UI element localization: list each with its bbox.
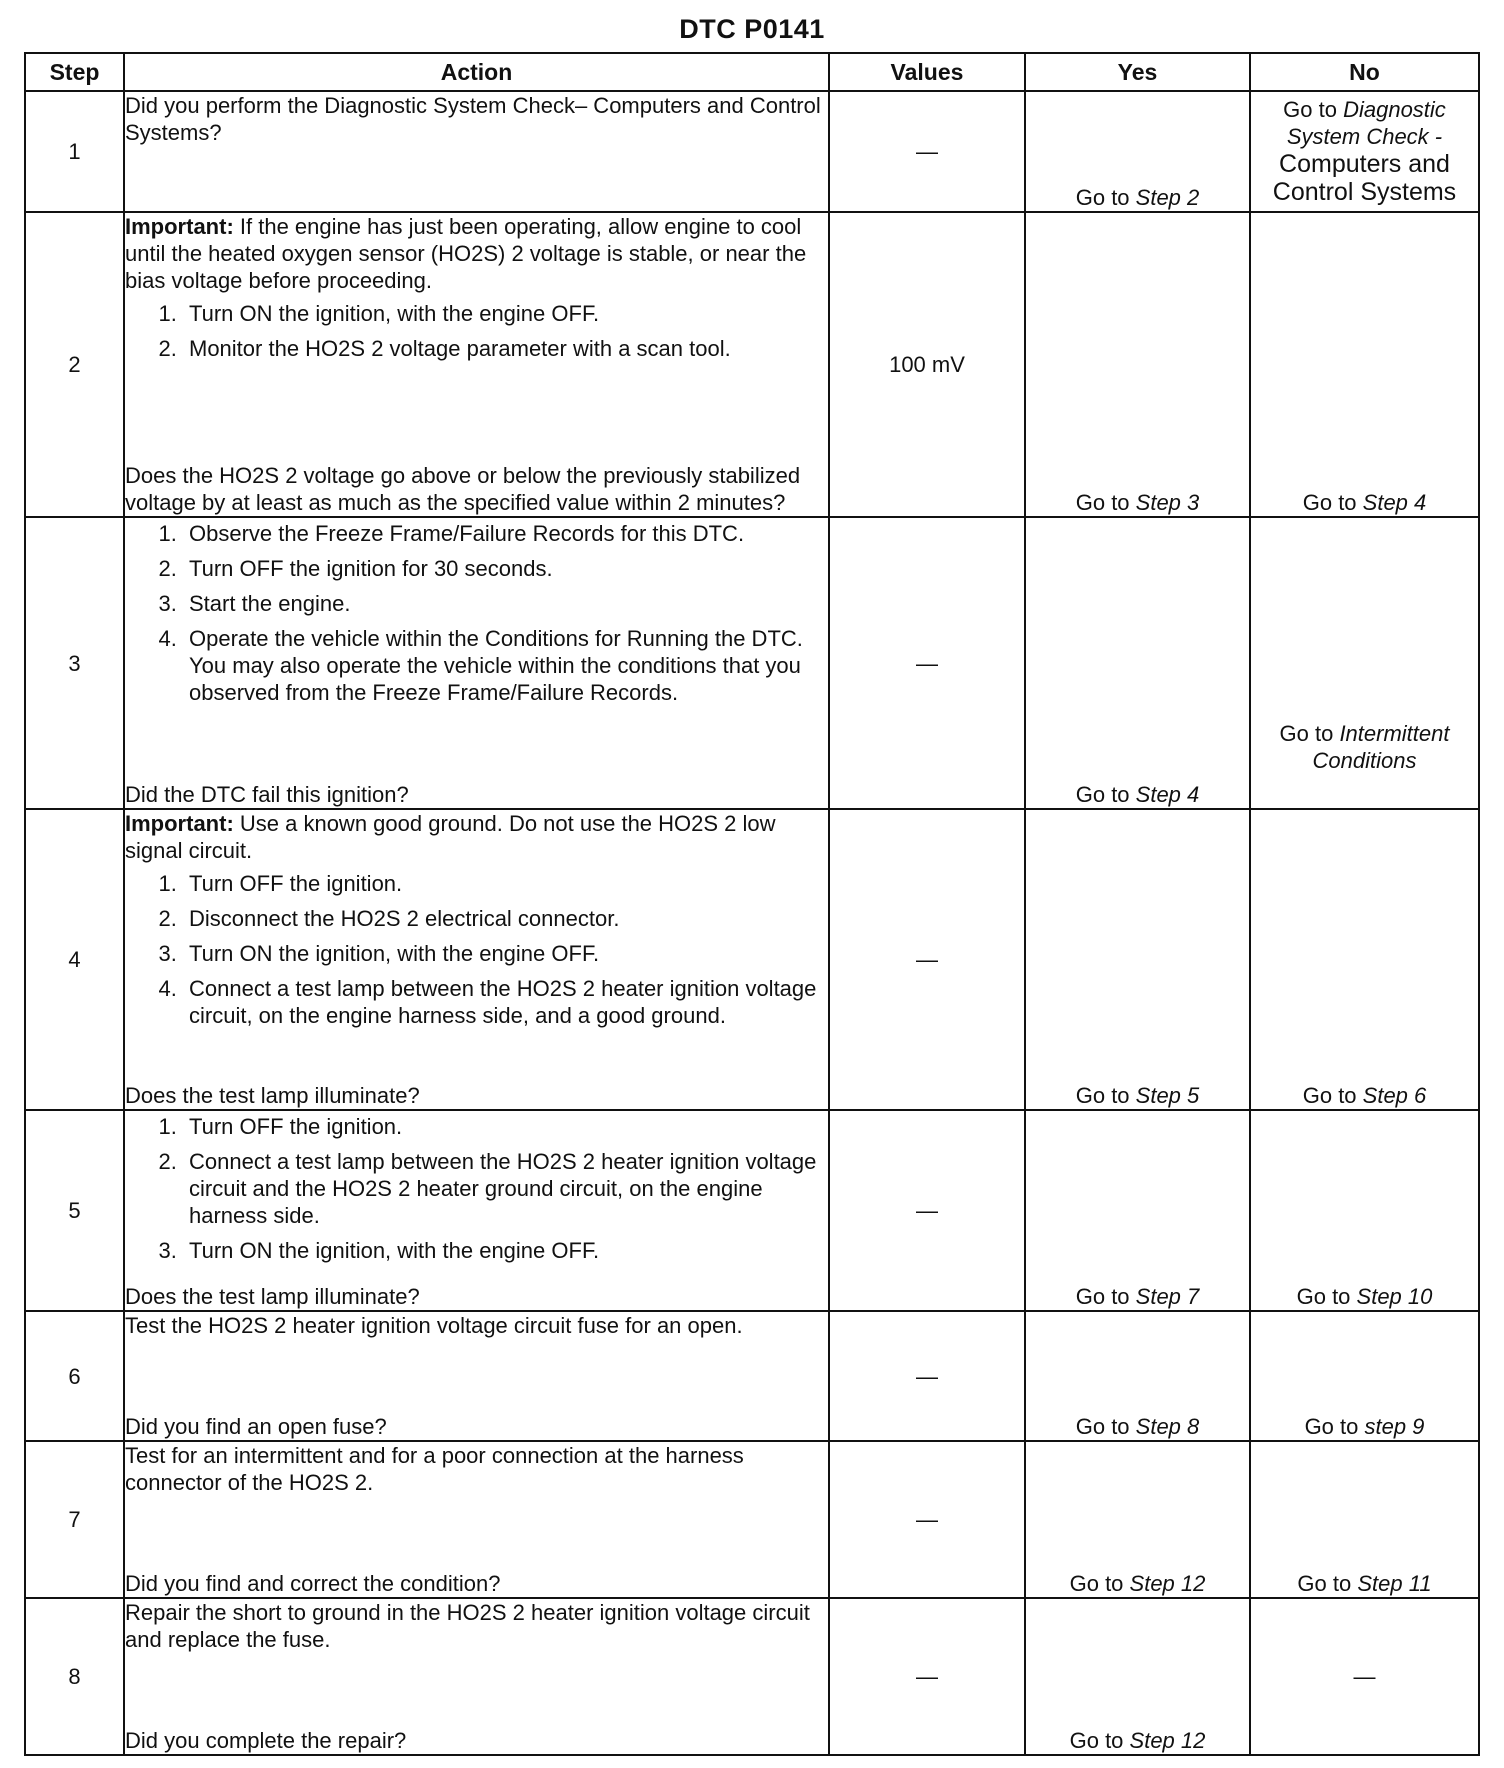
goto-step-5-link[interactable] — [1076, 1083, 1200, 1108]
goto-target: Step 6 — [1362, 1083, 1427, 1108]
value-cell — [829, 1110, 1025, 1311]
value-cell — [829, 1311, 1025, 1441]
goto-target: Step 4 — [1135, 782, 1200, 807]
step-number: 7 — [25, 1441, 124, 1598]
important-text: Use a known good ground. Do not use the HO2S 2 low signal circuit. — [125, 811, 776, 863]
action-cell — [124, 1598, 829, 1755]
action-question: Does the HO2S 2 voltage go above or below the previously stabilized voltage by at least as much as the specified value within 2 minutes? — [125, 463, 801, 515]
yes-cell — [1025, 91, 1250, 212]
yes-cell — [1025, 1110, 1250, 1311]
goto-prefix: Go to — [1302, 490, 1363, 515]
goto-prefix: Go to — [1075, 1083, 1136, 1108]
action-cell — [124, 809, 829, 1110]
value-text: — — [916, 1507, 938, 1532]
step-number: 5 — [25, 1110, 124, 1311]
goto-prefix: Go to — [1075, 185, 1136, 210]
header-no: No — [1250, 53, 1479, 91]
yes-cell — [1025, 1441, 1250, 1598]
no-cell — [1250, 212, 1479, 517]
goto-target: Diagnostic — [1343, 97, 1446, 122]
goto-step-2-link[interactable] — [1076, 185, 1200, 210]
value-text: — — [916, 1198, 938, 1223]
table-row — [25, 517, 1479, 809]
value-cell — [829, 1441, 1025, 1598]
step-number: 1 — [25, 91, 124, 212]
action-cell — [124, 517, 829, 809]
list-item: 1. Observe the Freeze Frame/Failure Records for this DTC. — [183, 520, 828, 547]
header-yes: Yes — [1025, 53, 1250, 91]
goto-target: Intermittent Conditions — [1312, 721, 1450, 773]
value-text: — — [1353, 1664, 1376, 1689]
no-cell — [1250, 1441, 1479, 1598]
goto-prefix: Go to — [1304, 1414, 1365, 1439]
step-list — [125, 870, 828, 1029]
no-cell — [1250, 517, 1479, 809]
no-cell — [1250, 1110, 1479, 1311]
goto-prefix: Go to — [1069, 1571, 1130, 1596]
list-item: 2. Connect a test lamp between the HO2S 2 heater ignition voltage circuit and the HO2S 2 heater ground circuit, on the engine harness side. — [183, 1148, 828, 1229]
goto-target: Step 5 — [1135, 1083, 1200, 1108]
action-cell — [124, 212, 829, 517]
goto-prefix: Go to — [1302, 1083, 1363, 1108]
step-number: 2 — [25, 212, 124, 517]
goto-step-3-link[interactable] — [1076, 490, 1200, 515]
important-note — [125, 810, 828, 864]
header-values: Values — [829, 53, 1025, 91]
list-item: 3. Turn ON the ignition, with the engine OFF. — [183, 940, 828, 967]
goto-step-10-link[interactable] — [1297, 1284, 1433, 1309]
action-cell — [124, 1110, 829, 1311]
list-item: 2. Monitor the HO2S 2 voltage parameter with a scan tool. — [183, 335, 828, 362]
goto-prefix: Go to — [1279, 721, 1340, 746]
goto-prefix: Go to — [1075, 1284, 1136, 1309]
header-action: Action — [124, 53, 829, 91]
no-line: System Check - — [1286, 124, 1443, 149]
action-question: Did you complete the repair? — [125, 1728, 407, 1753]
action-question: Did you find an open fuse? — [125, 1414, 387, 1439]
step-number: 4 — [25, 809, 124, 1110]
table-row — [25, 1311, 1479, 1441]
important-label: Important: — [125, 811, 234, 836]
goto-target: Step 7 — [1135, 1284, 1200, 1309]
step-list — [125, 1113, 828, 1264]
list-item: 4. Operate the vehicle within the Conditions for Running the DTC. You may also operate the vehicle within the conditions that you observed from the Freeze Frame/Failure Records. — [183, 625, 828, 706]
header-step: Step — [25, 53, 124, 91]
action-question: Does the test lamp illuminate? — [125, 1284, 420, 1309]
value-cell — [829, 91, 1025, 212]
yes-cell — [1025, 517, 1250, 809]
value-text: — — [916, 650, 938, 676]
yes-cell — [1025, 1311, 1250, 1441]
goto-diagnostic-system-check-link[interactable] — [1251, 96, 1478, 206]
list-item: 1. Turn ON the ignition, with the engine OFF. — [183, 300, 828, 327]
goto-target: Step 11 — [1357, 1571, 1432, 1596]
important-text: If the engine has just been operating, allow engine to cool until the heated oxygen sensor (HO2S) 2 voltage is stable, or near the bias voltage before proceeding. — [125, 214, 807, 293]
no-cell — [1250, 91, 1479, 212]
table-row — [25, 91, 1479, 212]
list-item: 4. Connect a test lamp between the HO2S 2 heater ignition voltage circuit, on the engine harness side, and a good ground. — [183, 975, 828, 1029]
page-title: DTC P0141 — [679, 14, 825, 44]
list-item: 1. Turn OFF the ignition. — [183, 1113, 828, 1140]
goto-prefix: Go to — [1075, 490, 1136, 515]
action-question: Does the test lamp illuminate? — [125, 1083, 420, 1108]
goto-target: Step 4 — [1362, 490, 1427, 515]
goto-step-8-link[interactable] — [1076, 1414, 1200, 1439]
list-item: 3. Start the engine. — [183, 590, 828, 617]
value-cell — [829, 517, 1025, 809]
value-cell — [829, 809, 1025, 1110]
goto-step-12-link[interactable] — [1070, 1728, 1206, 1753]
goto-step-11-link[interactable] — [1297, 1571, 1431, 1596]
action-question: Did you find and correct the condition? — [125, 1571, 501, 1596]
important-note — [125, 213, 828, 294]
step-list — [125, 300, 828, 362]
dtc-table — [24, 52, 1480, 1756]
yes-cell — [1025, 809, 1250, 1110]
goto-target: Step 12 — [1129, 1571, 1206, 1596]
no-line: Control Systems — [1272, 178, 1457, 206]
goto-target: Step 12 — [1129, 1728, 1206, 1753]
table-row — [25, 1598, 1479, 1755]
action-cell — [124, 1311, 829, 1441]
value-cell — [829, 212, 1025, 517]
no-line — [1251, 96, 1478, 123]
goto-target: Step 2 — [1135, 185, 1200, 210]
value-cell — [829, 1598, 1025, 1755]
goto-prefix: Go to — [1283, 97, 1344, 122]
yes-cell — [1025, 212, 1250, 517]
table-row — [25, 1441, 1479, 1598]
goto-prefix: Go to — [1296, 1284, 1357, 1309]
goto-prefix: Go to — [1075, 1414, 1136, 1439]
goto-prefix: Go to — [1069, 1728, 1130, 1753]
list-item: 1. Turn OFF the ignition. — [183, 870, 828, 897]
list-item: 3. Turn ON the ignition, with the engine OFF. — [183, 1237, 828, 1264]
list-item: 2. Disconnect the HO2S 2 electrical connector. — [183, 905, 828, 932]
value-text: — — [916, 1363, 938, 1389]
step-list — [125, 520, 828, 706]
no-cell — [1250, 1311, 1479, 1441]
goto-target: step 9 — [1364, 1414, 1425, 1439]
action-cell — [124, 91, 829, 212]
action-intro: Repair the short to ground in the HO2S 2 heater ignition voltage circuit and replace the fuse. — [125, 1600, 810, 1652]
value-text: — — [916, 947, 938, 972]
goto-target: Step 10 — [1356, 1284, 1433, 1309]
header-row — [25, 53, 1479, 91]
action-cell — [124, 1441, 829, 1598]
yes-cell — [1025, 1598, 1250, 1755]
goto-target: Step 8 — [1135, 1414, 1200, 1439]
goto-step-4-link[interactable] — [1076, 782, 1200, 807]
value-text: — — [916, 1664, 938, 1689]
action-intro: Did you perform the Diagnostic System Check– Computers and Control Systems? — [125, 93, 821, 145]
table-row — [25, 212, 1479, 517]
step-number: 6 — [25, 1311, 124, 1441]
goto-step-9-link[interactable] — [1305, 1414, 1425, 1439]
goto-step-4-link[interactable] — [1303, 490, 1427, 515]
goto-prefix: Go to — [1297, 1571, 1358, 1596]
action-question: Did the DTC fail this ignition? — [125, 782, 409, 807]
goto-prefix: Go to — [1075, 782, 1136, 807]
goto-target: Step 3 — [1135, 490, 1200, 515]
step-number: 3 — [25, 517, 124, 809]
value-text: 100 mV — [889, 352, 965, 377]
goto-step-7-link[interactable] — [1076, 1284, 1200, 1309]
important-label: Important: — [125, 214, 234, 239]
list-item: 2. Turn OFF the ignition for 30 seconds. — [183, 555, 828, 582]
step-number: 8 — [25, 1598, 124, 1755]
no-cell — [1250, 809, 1479, 1110]
no-cell — [1250, 1598, 1479, 1755]
goto-intermittent-conditions-link[interactable] — [1280, 721, 1450, 773]
table-row — [25, 1110, 1479, 1311]
goto-step-12-link[interactable] — [1070, 1571, 1206, 1596]
action-intro: Test for an intermittent and for a poor connection at the harness connector of the HO2S 2. — [125, 1443, 744, 1495]
no-line: Computers and — [1279, 150, 1450, 178]
table-row — [25, 809, 1479, 1110]
goto-step-6-link[interactable] — [1303, 1083, 1427, 1108]
value-text: — — [916, 139, 938, 164]
action-intro: Test the HO2S 2 heater ignition voltage circuit fuse for an open. — [125, 1313, 743, 1338]
